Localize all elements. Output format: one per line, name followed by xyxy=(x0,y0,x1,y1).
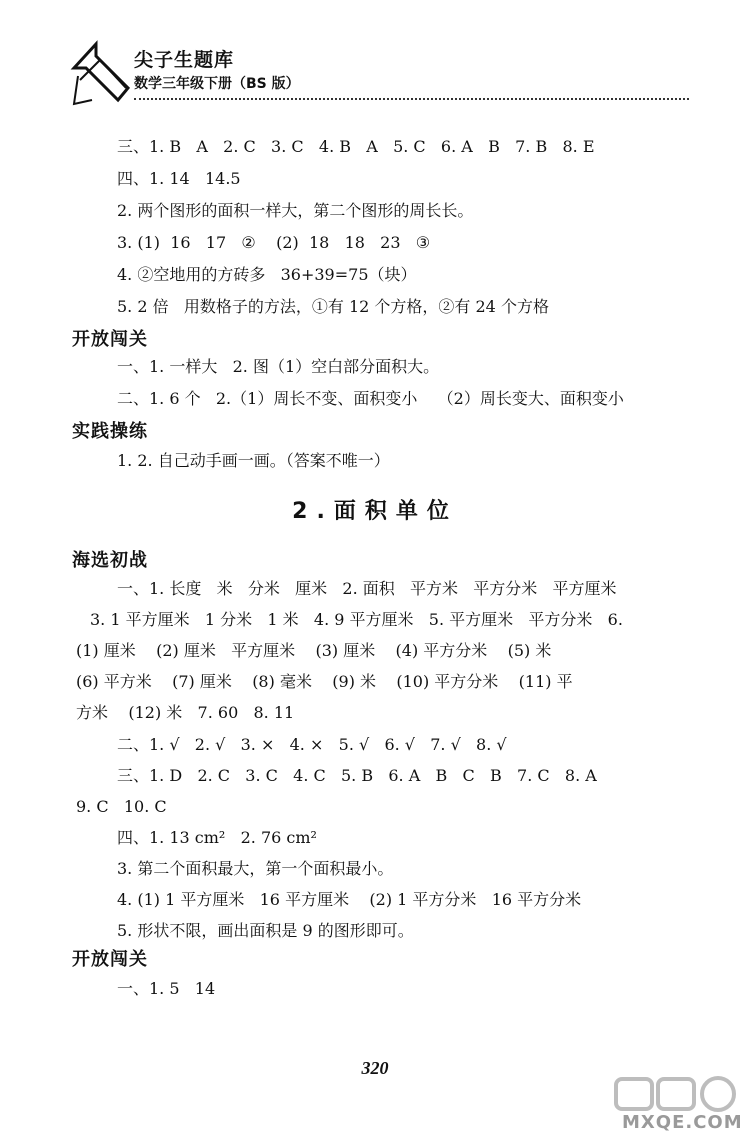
answer-line: 三、1. D 2. C 3. C 4. C 5. B 6. A B C B 7. C 8. A xyxy=(117,766,597,785)
book-subtitle: 数学三年级下册（BS 版） xyxy=(134,76,300,92)
section-heading: 海选初战 xyxy=(72,550,148,571)
answer-line: 5. 2 倍 用数格子的方法，①有 12 个方格，②有 24 个方格 xyxy=(117,297,549,316)
section-heading: 实践操练 xyxy=(72,421,148,442)
answer-line: 一、1. 长度 米 分米 厘米 2. 面积 平方米 平方分米 平方厘米 xyxy=(117,579,617,598)
answer-line: 二、1. √ 2. √ 3. × 4. × 5. √ 6. √ 7. √ 8. √ xyxy=(117,735,507,754)
section-heading: 开放闯关 xyxy=(72,329,148,350)
answer-line: 4. ②空地用的方砖多 36+39=75（块） xyxy=(117,265,417,284)
answer-line: 4. (1) 1 平方厘米 16 平方厘米 (2) 1 平方分米 16 平方分米 xyxy=(117,890,582,909)
answer-line: 3. (1) 16 17 ② (2) 18 18 23 ③ xyxy=(117,233,431,252)
answer-line: 3. 1 平方厘米 1 分米 1 米 4. 9 平方厘米 5. 平方厘米 平方分米 6. xyxy=(90,610,623,629)
answer-line: 方米 (12) 米 7. 60 8. 11 xyxy=(76,703,295,722)
answer-line: 5. 形状不限，画出面积是 9 的图形即可。 xyxy=(117,921,414,940)
chapter-title: 2.面积单位 xyxy=(292,499,458,524)
answer-line: 9. C 10. C xyxy=(76,797,167,816)
answer-line: (1) 厘米 (2) 厘米 平方厘米 (3) 厘米 (4) 平方分米 (5) 米 xyxy=(76,641,552,660)
answer-line: 二、1. 6 个 2.（1）周长不变、面积变小 （2）周长变大、面积变小 xyxy=(117,389,624,408)
answer-line: 三、1. B A 2. C 3. C 4. B A 5. C 6. A B 7. B 8. E xyxy=(117,137,595,156)
answer-line: 2. 两个图形的面积一样大，第二个图形的周长长。 xyxy=(117,201,474,220)
answer-line: (6) 平方米 (7) 厘米 (8) 毫米 (9) 米 (10) 平方分米 (11) 平 xyxy=(76,672,573,691)
answer-line: 3. 第二个面积最大，第一个面积最小。 xyxy=(117,859,394,878)
arrow-logo-icon xyxy=(70,40,132,110)
page-number: 320 xyxy=(361,1058,389,1078)
answer-line: 四、1. 13 cm² 2. 76 cm² xyxy=(117,828,317,847)
answer-line: 四、1. 14 14.5 xyxy=(117,169,241,188)
answer-line: 1. 2. 自己动手画一画。（答案不唯一） xyxy=(117,451,390,470)
section-heading: 开放闯关 xyxy=(72,949,148,970)
answer-line: 一、1. 一样大 2. 图（1）空白部分面积大。 xyxy=(117,357,440,376)
watermark-text: MXQE.COM xyxy=(622,1112,743,1133)
header-divider xyxy=(134,98,689,100)
page-header xyxy=(70,40,690,120)
answer-line: 一、1. 5 14 xyxy=(117,979,216,998)
book-title: 尖子生题库 xyxy=(134,49,235,71)
